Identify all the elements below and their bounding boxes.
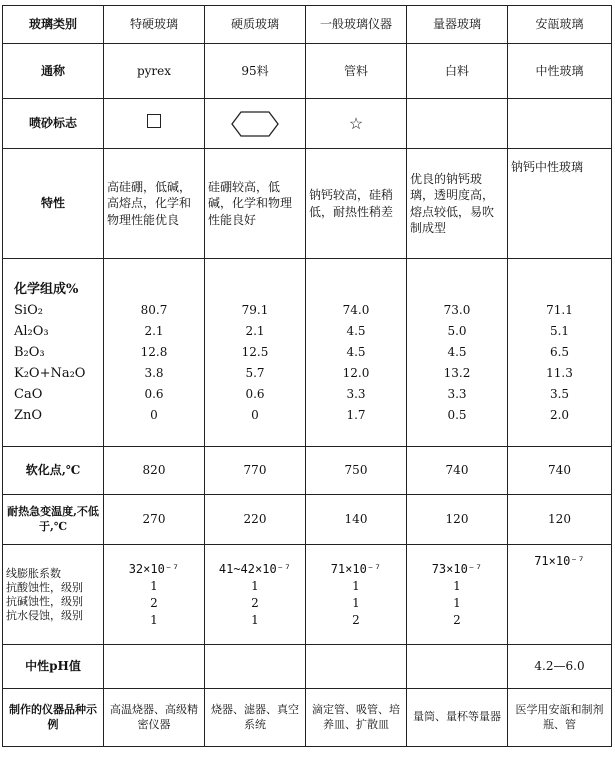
softening-point-value: 740: [407, 447, 508, 495]
composition-value: 1.7: [346, 408, 366, 422]
properties-row: [3, 149, 612, 259]
thermal-shock-label: 耐热急变温度,不低于,℃: [3, 495, 104, 545]
composition-value: 0.6: [245, 387, 265, 401]
composition-name: CaO: [14, 387, 43, 402]
softening-point-value: 770: [205, 447, 306, 495]
composition-value: 80.7: [140, 303, 168, 317]
sandblast-mark-row: [3, 99, 612, 149]
composition-value: 2.0: [549, 408, 570, 422]
alkali-resistance-value: 2: [150, 595, 158, 610]
products-value: 滴定管、吸管、培养皿、扩散皿: [306, 689, 407, 747]
composition-value: 6.5: [549, 345, 570, 359]
composition-value: 12.0: [342, 366, 370, 380]
header-hard-glass: 硬质玻璃: [205, 6, 306, 44]
products-value: 高温烧器、高级精密仪器: [104, 689, 205, 747]
composition-label: 化学组成%: [14, 282, 79, 297]
softening-point-row: [3, 447, 612, 495]
composition-name: Al₂O₃: [14, 324, 49, 339]
common-name-value: 95料: [205, 44, 306, 99]
composition-value: 0.6: [144, 387, 164, 401]
products-value: 量筒、量杯等量器: [407, 689, 508, 747]
water-resistance-value: 1: [251, 612, 259, 627]
expansion-value: 73×10⁻⁷: [431, 561, 483, 576]
common-name-row: [3, 44, 612, 99]
common-name-value: 中性玻璃: [508, 44, 612, 99]
neutral-ph-value: [104, 645, 205, 689]
header-measuring-glass: 量器玻璃: [407, 6, 508, 44]
products-row: [3, 689, 612, 747]
header-ampoule-glass: 安瓿玻璃: [508, 6, 612, 44]
composition-value: 12.5: [241, 345, 269, 359]
alkali-resistance-value: 2: [251, 595, 259, 610]
composition-value: 74.0: [342, 303, 370, 317]
composition-value: 3.8: [144, 366, 164, 380]
neutral-ph-value: [407, 645, 508, 689]
properties-label: 特性: [3, 149, 104, 259]
products-value: 医学用安瓿和制剂瓶、管: [508, 689, 612, 747]
composition-value: 12.8: [140, 345, 168, 359]
water-resistance-value: 1: [150, 612, 158, 627]
products-label: 制作的仪器品种示例: [3, 689, 104, 747]
expansion-resistance-row: [3, 545, 612, 645]
thermal-shock-value: 140: [306, 495, 407, 545]
composition-value: 5.7: [245, 366, 265, 380]
acid-resistance-value: [511, 570, 608, 587]
thermal-shock-value: 120: [407, 495, 508, 545]
alkali-resistance-value: 1: [453, 595, 461, 610]
expansion-value: 71×10⁻⁷: [330, 561, 382, 576]
water-resistance-value: [511, 604, 608, 621]
acid-resistance-value: 1: [150, 578, 158, 593]
expansion-value: 41~42×10⁻⁷: [218, 561, 292, 576]
composition-value: 3.3: [346, 387, 366, 401]
acid-resistance-value: 1: [251, 578, 259, 593]
expansion-value: 32×10⁻⁷: [128, 561, 180, 576]
properties-value: 钠钙中性玻璃: [508, 149, 612, 259]
acid-resistance-value: 1: [453, 578, 461, 593]
alkali-resistance-value: 1: [352, 595, 360, 610]
common-name-value: pyrex: [104, 44, 205, 99]
star-outline-icon: ☆: [348, 113, 364, 133]
expansion-label: 线膨胀系数: [6, 566, 61, 580]
composition-value: 3.5: [549, 387, 570, 401]
header-row: [3, 6, 612, 44]
composition-value: 71.1: [546, 303, 573, 317]
alkali-resistance-value: [511, 587, 608, 604]
sandblast-mark-label: 喷砂标志: [3, 99, 104, 149]
properties-value: 硅硼较高，低碱，化学和物理性能良好: [205, 149, 306, 259]
composition-name: K₂O+Na₂O: [14, 366, 86, 381]
water-resistance-label: 抗水侵蚀，级别: [6, 608, 83, 622]
products-value: 烧器、滤器、真空系统: [205, 689, 306, 747]
composition-value: 0: [251, 408, 259, 422]
composition-row: [3, 259, 612, 447]
composition-value: 2.1: [245, 324, 265, 338]
composition-value: 2.1: [144, 324, 164, 338]
composition-value: 73.0: [443, 303, 471, 317]
softening-point-value: 740: [508, 447, 612, 495]
composition-value: 0.5: [447, 408, 467, 422]
common-name-value: 管料: [306, 44, 407, 99]
water-resistance-value: 2: [453, 612, 461, 627]
acid-resistance-label: 抗酸蚀性，级别: [6, 580, 83, 594]
neutral-ph-label: 中性pH值: [3, 645, 104, 689]
composition-value: 5.0: [447, 324, 467, 338]
softening-point-value: 820: [104, 447, 205, 495]
glass-properties-table: [2, 5, 612, 747]
composition-value: 4.5: [447, 345, 467, 359]
water-resistance-value: 2: [352, 612, 360, 627]
composition-value: 4.5: [346, 345, 366, 359]
composition-value: 11.3: [546, 366, 573, 380]
acid-resistance-value: 1: [352, 578, 360, 593]
thermal-shock-value: 220: [205, 495, 306, 545]
common-name-label: 通称: [3, 44, 104, 99]
header-category: 玻璃类别: [3, 6, 104, 44]
softening-point-value: 750: [306, 447, 407, 495]
header-general-glassware: 一般玻璃仪器: [306, 6, 407, 44]
alkali-resistance-label: 抗碱蚀性，级别: [6, 594, 83, 608]
thermal-shock-value: 120: [508, 495, 612, 545]
thermal-shock-row: [3, 495, 612, 545]
thermal-shock-value: 270: [104, 495, 205, 545]
expansion-value: 71×10⁻⁷: [534, 554, 585, 568]
hexagon-outline-icon: [231, 111, 279, 137]
properties-value: 钠钙较高，硅稍低，耐热性稍差: [306, 149, 407, 259]
composition-value: 0: [150, 408, 158, 422]
softening-point-label: 软化点,℃: [3, 447, 104, 495]
neutral-ph-value: [306, 645, 407, 689]
neutral-ph-row: [3, 645, 612, 689]
neutral-ph-value: 4.2—6.0: [508, 645, 612, 689]
composition-value: 3.3: [447, 387, 467, 401]
properties-value: 高硅硼，低碱，高熔点，化学和物理性能优良: [104, 149, 205, 259]
composition-value: 13.2: [443, 366, 471, 380]
composition-value: 4.5: [346, 324, 366, 338]
properties-value: 优良的钠钙玻璃，透明度高，熔点较低，易吹制成型: [407, 149, 508, 259]
composition-value: 79.1: [241, 303, 269, 317]
composition-value: 5.1: [549, 324, 570, 338]
header-extra-hard-glass: 特硬玻璃: [104, 6, 205, 44]
composition-name: B₂O₃: [14, 345, 45, 360]
composition-name: SiO₂: [14, 303, 43, 318]
composition-name: ZnO: [14, 408, 43, 423]
square-outline-icon: [104, 99, 205, 149]
neutral-ph-value: [205, 645, 306, 689]
common-name-value: 白料: [407, 44, 508, 99]
